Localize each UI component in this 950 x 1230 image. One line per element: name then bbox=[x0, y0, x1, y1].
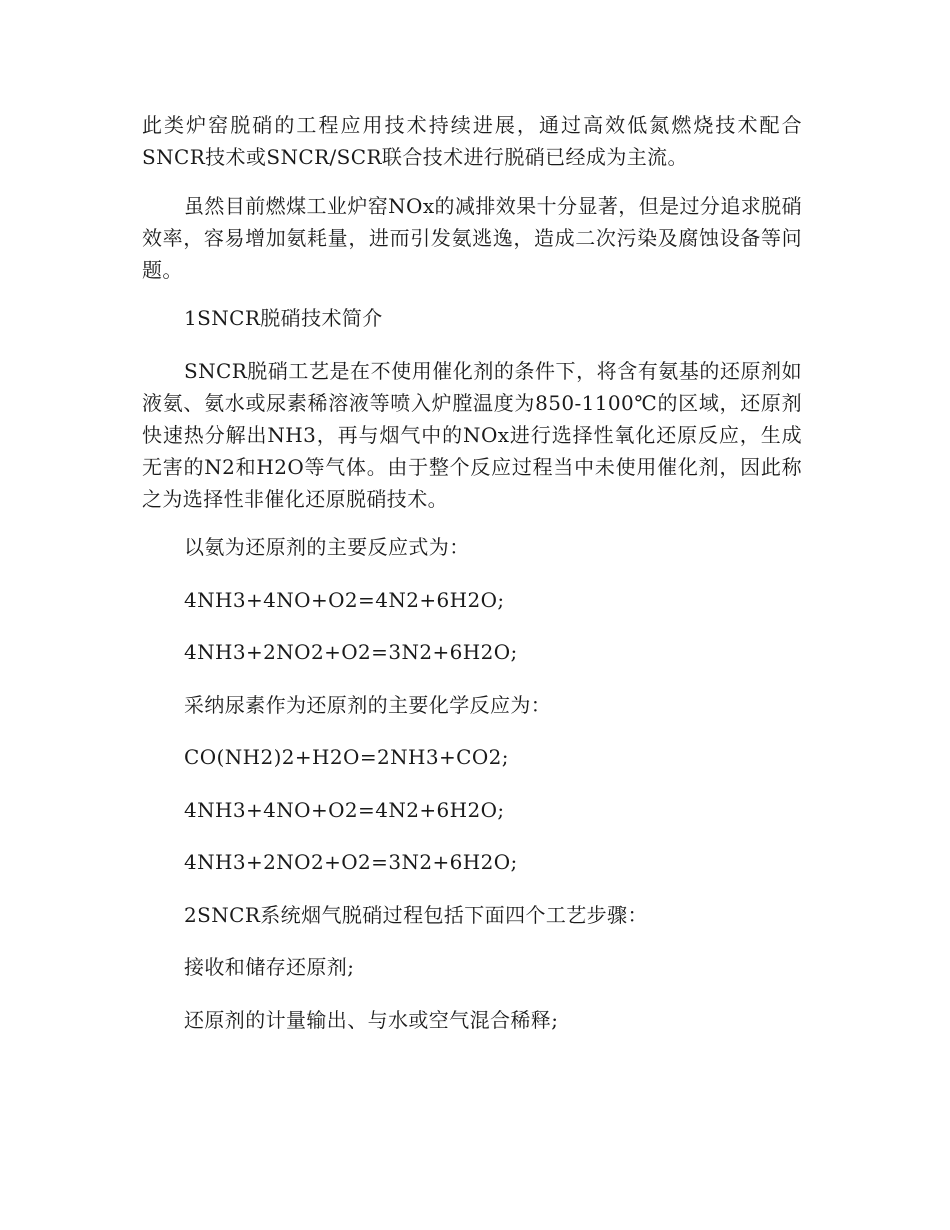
section-heading-sncr-steps: 2SNCR系统烟气脱硝过程包括下面四个工艺步骤： bbox=[184, 902, 648, 927]
equation-4: 4NH3+4NO+O2=4N2+6H2O; bbox=[184, 797, 505, 822]
paragraph-intro-continuation: 此类炉窑脱硝的工程应用技术持续进展，通过高效低氮燃烧技术配合SNCR技术或SNCR/SCR联合技术进行脱硝已经成为主流。 bbox=[142, 113, 802, 169]
section-heading-sncr-intro: 1SNCR脱硝技术简介 bbox=[184, 306, 383, 330]
equation-3: CO(NH2)2+H2O=2NH3+CO2; bbox=[184, 745, 509, 769]
text-urea-reactions-label: 采纳尿素作为还原剂的主要化学反应为： bbox=[184, 692, 552, 717]
text-ammonia-reactions-label: 以氨为还原剂的主要反应式为： bbox=[184, 535, 470, 559]
step-2: 还原剂的计量输出、与水或空气混合稀释; bbox=[184, 1007, 559, 1032]
paragraph-sncr-process: SNCR脱硝工艺是在不使用催化剂的条件下，将含有氨基的还原剂如液氨、氨水或尿素稀溶液等喷入炉膛温度为850-1100℃的区域，还原剂快速热分解出NH3，再与烟气中的NOx进行选择性氧化还原反应，生成无害的N2和H2O等气体。由于整个反应过程当中未使用催化剂，因此称之为选择性非催化还原脱硝技术。 bbox=[142, 358, 802, 511]
step-1: 接收和储存还原剂; bbox=[184, 955, 355, 979]
equation-5: 4NH3+2NO2+O2=3N2+6H2O; bbox=[184, 850, 518, 874]
equation-1: 4NH3+4NO+O2=4N2+6H2O; bbox=[184, 587, 505, 612]
document-body bbox=[142, 109, 802, 1056]
paragraph-nox-reduction: 虽然目前燃煤工业炉窑NOx的减排效果十分显著，但是过分追求脱硝效率，容易增加氨耗量，进而引发氨逃逸，造成二次污染及腐蚀设备等问题。 bbox=[142, 193, 802, 282]
equation-2: 4NH3+2NO2+O2=3N2+6H2O; bbox=[184, 640, 518, 664]
